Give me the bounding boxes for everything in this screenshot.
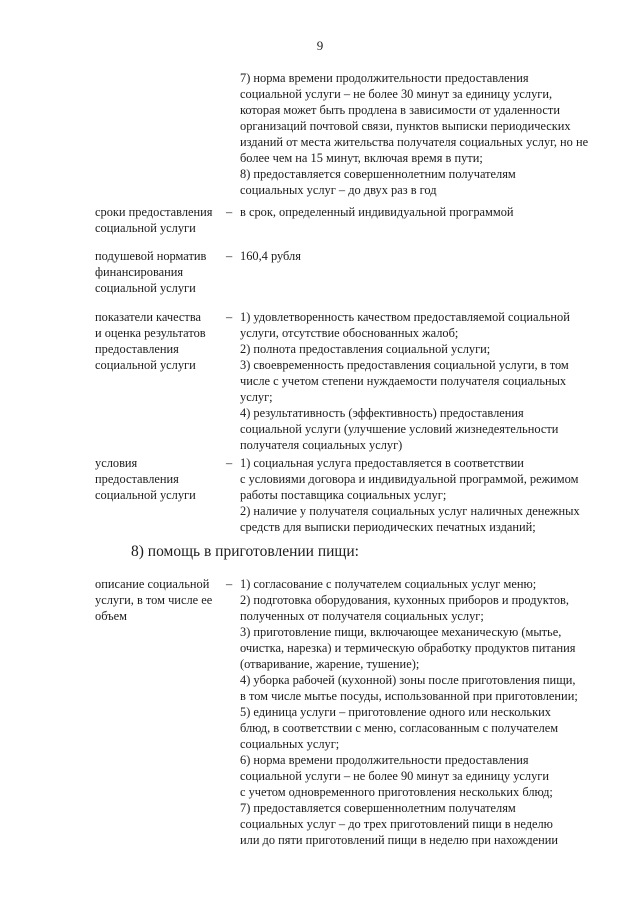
label-line: условия (95, 456, 138, 470)
dash: – (226, 249, 233, 263)
dash: – (226, 310, 233, 324)
page-number: 9 (316, 38, 324, 53)
text-line: работы поставщика социальных услуг; (240, 488, 447, 502)
text-line: 3) приготовление пищи, включающее механическую (мытье, (240, 625, 562, 639)
text-line: 5) единица услуги – приготовление одного или нескольких (240, 705, 551, 719)
text-line: 7) предоставляется совершеннолетним получателям (240, 801, 516, 815)
dash: – (226, 456, 233, 470)
row-body (240, 455, 580, 535)
dash: – (226, 205, 233, 219)
dash: – (226, 577, 233, 591)
text-line: социальных услуг – до двух раз в год (240, 183, 437, 197)
text-line: 1) согласование с получателем социальных услуг меню; (240, 577, 537, 591)
label-line: предоставления (95, 342, 179, 356)
label-line: предоставления (95, 472, 179, 486)
label-line: и оценка результатов (95, 326, 206, 340)
text-line: блюд, в соответствии с меню, согласованным с получателем (240, 721, 559, 735)
text-line: 160,4 рубля (240, 249, 301, 263)
text-line: (отваривание, жарение, тушение); (240, 657, 420, 671)
label-line: описание социальной (95, 577, 210, 591)
label-line: финансирования (95, 265, 184, 279)
label-line: подушевой норматив (95, 249, 207, 263)
row-body (240, 204, 514, 220)
text-line: 1) удовлетворенность качеством предоставляемой социальной (240, 310, 570, 324)
text-line: полученных от получателя социальных услуг; (240, 609, 484, 623)
text-line: 1) социальная услуга предоставляется в соответствии (240, 456, 524, 470)
label-line: показатели качества (95, 310, 202, 324)
row-label (95, 309, 206, 373)
row-body (240, 309, 570, 453)
text-line: организаций почтовой связи, пунктов выписки периодических (240, 119, 571, 133)
intro-text (240, 70, 588, 198)
text-line: социальных услуг – до трех приготовлений пищи в неделю (240, 817, 553, 831)
text-line: изданий от места жительства получателя социальных услуг, но не (240, 135, 589, 149)
label-line: социальной услуги (95, 488, 196, 502)
text-line: с условиями договора и индивидуальной программой, режимом (240, 472, 579, 486)
row-label (95, 576, 212, 624)
label-line: объем (95, 609, 127, 623)
text-line: числе с учетом степени нуждаемости получателя социальных (240, 374, 567, 388)
row-body (240, 576, 578, 848)
row-body (240, 248, 301, 264)
section-heading: 8) помощь в приготовлении пищи: (131, 543, 359, 560)
text-line: которая может быть продлена в зависимости от удаленности (240, 103, 560, 117)
label-line: социальной услуги (95, 221, 196, 235)
text-line: более чем на 15 минут, включая время в пути; (240, 151, 483, 165)
text-line: социальной услуги – не более 90 минут за единицу услуги (240, 769, 550, 783)
text-line: социальной услуги (улучшение условий жизнедеятельности (240, 422, 559, 436)
text-line: 6) норма времени продолжительности предоставления (240, 753, 529, 767)
text-line: услуг; (240, 390, 273, 404)
label-line: социальной услуги (95, 281, 196, 295)
text-line: 2) наличие у получателя социальных услуг наличных денежных (240, 504, 580, 518)
row-label (95, 204, 213, 236)
text-line: в том числе мытье посуды, использованной при приготовлении; (240, 689, 578, 703)
label-line: услуги, в том числе ее (95, 593, 213, 607)
text-line: с учетом одновременного приготовления нескольких блюд; (240, 785, 553, 799)
text-line: или до пяти приготовлений пищи в неделю при нахождении (240, 833, 559, 847)
text-line: средств для выписки периодических печатных изданий; (240, 520, 536, 534)
text-line: социальной услуги – не более 30 минут за единицу услуги, (240, 87, 553, 101)
label-line: сроки предоставления (95, 205, 213, 219)
text-line: 7) норма времени продолжительности предоставления (240, 71, 529, 85)
text-line: 3) своевременность предоставления социальной услуги, в том (240, 358, 569, 372)
text-line: очистка, нарезка) и термическую обработку продуктов питания (240, 641, 576, 655)
text-line: 4) результативность (эффективность) предоставления (240, 406, 524, 420)
text-line: 8) предоставляется совершеннолетним получателям (240, 167, 516, 181)
row-label (95, 248, 206, 296)
text-line: 2) полнота предоставления социальной услуги; (240, 342, 491, 356)
label-line: социальной услуги (95, 358, 196, 372)
row-label (95, 455, 196, 503)
text-line: получателя социальных услуг) (240, 438, 403, 452)
text-line: в срок, определенный индивидуальной программой (240, 205, 514, 219)
text-line: 2) подготовка оборудования, кухонных приборов и продуктов, (240, 593, 569, 607)
text-line: социальных услуг; (240, 737, 340, 751)
text-line: услуги, отсутствие обоснованных жалоб; (240, 326, 459, 340)
text-line: 4) уборка рабочей (кухонной) зоны после приготовления пищи, (240, 673, 576, 687)
